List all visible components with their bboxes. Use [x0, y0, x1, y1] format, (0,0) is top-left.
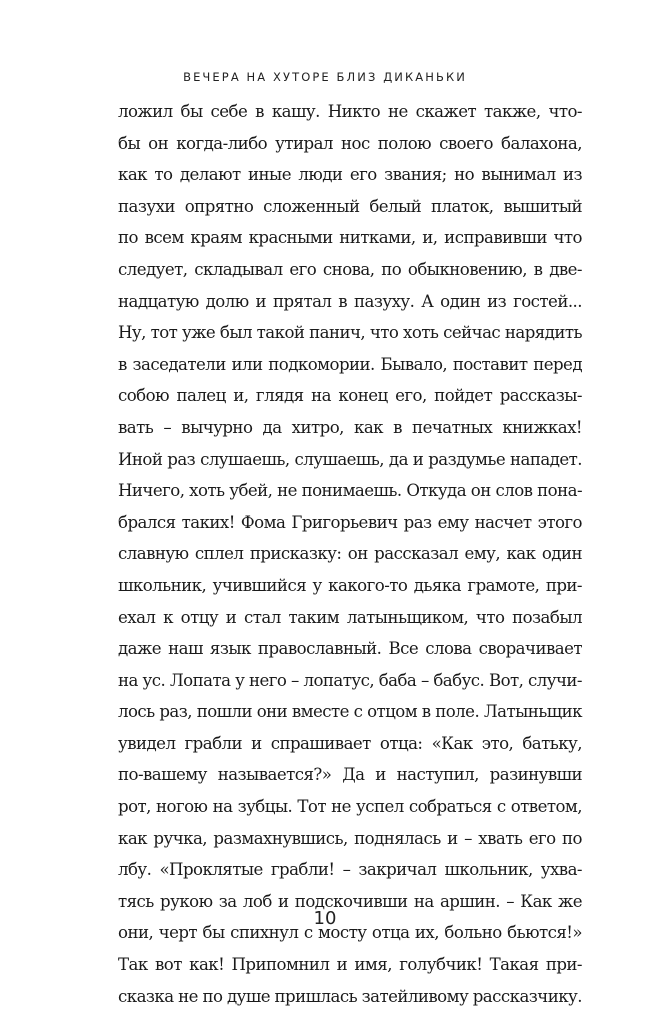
text-line: ложил бы себе в кашу. Никто не скажет также, что- — [118, 102, 582, 121]
text-line: они, черт бы спихнул с мосту отца их, больно бьются!» — [118, 923, 582, 943]
running-header: ВЕЧЕРА НА ХУТОРЕ БЛИЗ ДИКАНЬКИ — [183, 70, 467, 84]
text-line: бы он когда-либо утирал нос полою своего балахона, — [118, 133, 582, 153]
text-line: славную сплел присказку: он рассказал ему, как один — [118, 544, 582, 564]
text-line: пазухи опрятно сложенный белый платок, вышитый — [118, 196, 582, 216]
body-text — [118, 96, 582, 1012]
text-line: Так вот как! Припомнил и имя, голубчик! Такая при- — [118, 955, 582, 975]
text-line: как то делают иные люди его звания; но вынимал из — [118, 165, 582, 185]
text-line: Иной раз слушаешь, слушаешь, да и раздумье нападет. — [118, 449, 582, 469]
text-line: лбу. «Проклятые грабли! – закричал школьник, ухва- — [118, 860, 582, 880]
text-line: лось раз, пошли они вместе с отцом в поле. Латыньщик — [118, 702, 582, 722]
text-line: даже наш язык православный. Все слова сворачивает — [118, 639, 582, 659]
text-line: школьник, учившийся у какого-то дьяка грамоте, при- — [118, 575, 582, 595]
text-line: на ус. Лопата у него – лопатус, баба – бабус. Вот, случи- — [118, 670, 582, 690]
text-line: ехал к отцу и стал таким латыньщиком, что позабыл — [118, 607, 582, 627]
text-line: по всем краям красными нитками, и, исправивши что — [118, 228, 582, 248]
page-number: 10 — [313, 908, 337, 929]
text-line: Ничего, хоть убей, не понимаешь. Откуда он слов пона- — [118, 481, 582, 501]
text-line: надцатую долю и прятал в пазуху. А один из гостей... — [118, 291, 582, 311]
text-line: собою палец и, глядя на конец его, пойдет рассказы- — [118, 386, 582, 406]
text-line: увидел грабли и спрашивает отца: «Как это, батьку, — [118, 733, 582, 753]
text-line: по-вашему называется?» Да и наступил, разинувши — [118, 765, 582, 785]
text-line: сказка не по душе пришлась затейливому рассказчику. — [118, 986, 582, 1006]
text-line: Ну, тот уже был такой панич, что хоть сейчас нарядить — [118, 323, 582, 343]
text-line: следует, складывал его снова, по обыкновению, в две- — [118, 259, 582, 279]
text-line: брался таких! Фома Григорьевич раз ему насчет этого — [118, 512, 582, 532]
text-line: рот, ногою на зубцы. Тот не успел собраться с ответом, — [118, 797, 582, 817]
text-line: как ручка, размахнувшись, поднялась и – хвать его по — [118, 828, 582, 848]
text-line: тясь рукою за лоб и подскочивши на аршин. – Как же — [118, 891, 582, 911]
text-line: вать – вычурно да хитро, как в печатных книжках! — [118, 417, 582, 437]
text-line: в заседатели или подкомории. Бывало, поставит перед — [118, 354, 582, 374]
